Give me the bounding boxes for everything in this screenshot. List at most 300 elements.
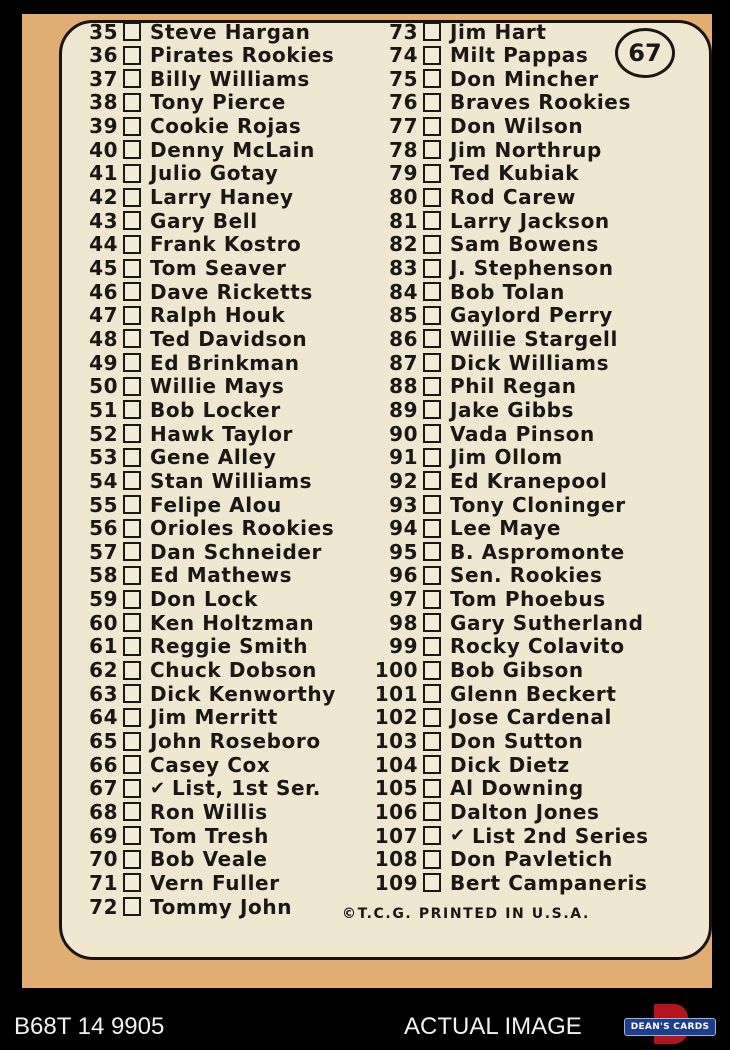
checklist-row <box>84 44 384 67</box>
player-name: Ed Brinkman <box>150 350 300 375</box>
checklist-row <box>84 659 384 682</box>
checkmark-icon: ✔ <box>450 825 466 847</box>
checkbox[interactable] <box>123 471 141 490</box>
card-number: 57 <box>89 539 118 564</box>
card-number: 107 <box>374 823 418 848</box>
player-name: Bob Veale <box>150 847 268 872</box>
card-number: 44 <box>89 232 118 257</box>
player-name: Milt Pappas <box>450 43 589 68</box>
copyright-line: ©T.C.G. PRINTED IN U.S.A. <box>342 906 590 922</box>
player-name: Casey Cox <box>150 752 271 777</box>
card-number: 36 <box>89 43 118 68</box>
player-name: Tom Phoebus <box>450 587 606 612</box>
checkbox[interactable] <box>123 117 141 136</box>
checkbox[interactable] <box>423 377 441 396</box>
card-number: 106 <box>374 799 418 824</box>
checkbox[interactable] <box>123 448 141 467</box>
player-name: Orioles Rookies <box>150 516 335 541</box>
checklist-row <box>84 517 384 540</box>
card-number: 66 <box>89 752 118 777</box>
checklist-row <box>84 398 384 421</box>
card-number: 81 <box>389 208 418 233</box>
card-number: 85 <box>389 303 418 328</box>
checkbox[interactable] <box>423 164 441 183</box>
checkbox[interactable] <box>423 93 441 112</box>
player-name: Ed Kranepool <box>450 468 608 493</box>
card-number: 77 <box>389 114 418 139</box>
player-name: J. Stephenson <box>450 256 614 280</box>
player-name: Billy Williams <box>150 66 310 91</box>
checkbox[interactable] <box>423 590 441 609</box>
card-number: 37 <box>89 66 118 91</box>
checklist-row <box>384 375 684 398</box>
card-number: 65 <box>89 729 118 753</box>
checklist-row <box>84 20 384 43</box>
player-name: Rod Carew <box>450 185 576 210</box>
checkbox[interactable] <box>123 306 141 325</box>
checkbox[interactable] <box>123 211 141 230</box>
player-name: Dalton Jones <box>450 799 600 824</box>
player-name: Ralph Houk <box>150 303 286 328</box>
card-number: 64 <box>89 705 118 730</box>
card-number: 72 <box>89 894 118 919</box>
player-name: Denny McLain <box>150 137 315 162</box>
checklist-row <box>84 493 384 516</box>
checkbox[interactable] <box>423 850 441 869</box>
checklist-row <box>84 304 384 327</box>
player-name: Gary Bell <box>150 208 258 233</box>
card-number: 69 <box>89 823 118 848</box>
checklist-row <box>384 138 684 161</box>
player-name: Don Wilson <box>450 114 584 139</box>
card-number-badge: 67 <box>615 28 675 78</box>
player-name: Hawk Taylor <box>150 421 294 446</box>
player-name: Sen. Rookies <box>450 563 603 588</box>
card-number: 103 <box>374 729 418 753</box>
checkbox[interactable] <box>123 235 141 254</box>
logo-banner: DEAN'S CARDS <box>624 1018 716 1036</box>
checklist-row <box>84 730 384 753</box>
player-name: Ron Willis <box>150 799 268 824</box>
card-number: 35 <box>89 19 118 44</box>
player-name: Bob Locker <box>150 397 281 422</box>
card-number: 74 <box>389 43 418 68</box>
checklist-row <box>84 540 384 563</box>
card-number: 59 <box>89 587 118 612</box>
checkbox[interactable] <box>423 69 441 88</box>
checkbox[interactable] <box>123 259 141 278</box>
checklist-row <box>384 91 684 114</box>
checklist-row <box>84 280 384 303</box>
card-number: 61 <box>89 634 118 659</box>
checkbox[interactable] <box>423 259 441 278</box>
checklist-row <box>374 847 684 872</box>
checkbox[interactable] <box>423 306 441 325</box>
checkbox[interactable] <box>123 684 141 703</box>
player-name: Tom Tresh <box>150 823 269 848</box>
card-number: 101 <box>374 681 418 706</box>
checklist-row <box>84 209 384 232</box>
player-name: Tom Seaver <box>150 256 287 280</box>
checkbox[interactable] <box>123 542 141 561</box>
player-name: Al Downing <box>450 776 584 801</box>
player-name: B. Aspromonte <box>450 539 625 564</box>
card-number: 108 <box>374 847 418 872</box>
card-number: 67 <box>89 776 118 801</box>
checkbox[interactable] <box>423 46 441 65</box>
card-number: 95 <box>389 539 418 564</box>
checklist-row <box>84 446 384 469</box>
card-number: 96 <box>389 563 418 588</box>
player-name: Cookie Rojas <box>150 114 302 139</box>
card-number: 46 <box>89 279 118 304</box>
player-name: Steve Hargan <box>150 19 311 44</box>
checklist-row <box>374 870 684 895</box>
card-number: 51 <box>89 397 118 422</box>
card-number: 90 <box>389 421 418 446</box>
checklist-row <box>384 517 684 540</box>
player-name: Chuck Dobson <box>150 658 318 683</box>
checkbox[interactable] <box>423 661 441 680</box>
card-number: 54 <box>89 468 118 493</box>
checklist-row <box>384 304 684 327</box>
checkbox[interactable] <box>423 117 441 136</box>
player-name: Vada Pinson <box>450 421 595 446</box>
card-number: 55 <box>89 492 118 517</box>
checkbox[interactable] <box>423 235 441 254</box>
card-number: 104 <box>374 752 418 777</box>
card-number: 91 <box>389 445 418 470</box>
card-number: 63 <box>89 681 118 706</box>
checklist-row <box>384 469 684 492</box>
player-name: Dan Schneider <box>150 539 322 564</box>
checkbox[interactable] <box>123 69 141 88</box>
player-name: Tony Pierce <box>150 90 286 115</box>
card-number: 88 <box>389 374 418 399</box>
checklist-row <box>384 540 684 563</box>
checklist-row <box>384 351 684 374</box>
checkbox[interactable] <box>423 613 441 632</box>
card-number: 102 <box>374 705 418 730</box>
card-number: 41 <box>89 161 118 186</box>
player-name: Bob Tolan <box>450 279 565 304</box>
card-number: 87 <box>389 350 418 375</box>
card-number: 82 <box>389 232 418 257</box>
checkbox[interactable] <box>423 22 441 41</box>
checkbox[interactable] <box>423 873 441 892</box>
player-name: Bert Campaneris <box>450 870 648 895</box>
checklist-row <box>374 729 684 753</box>
player-name: Gaylord Perry <box>450 303 613 328</box>
checkbox[interactable] <box>123 661 141 680</box>
player-name: John Roseboro <box>150 729 321 753</box>
checklist-row <box>84 706 384 729</box>
card-number: 100 <box>374 658 418 683</box>
checklist-row <box>374 823 684 848</box>
checkbox[interactable] <box>423 140 441 159</box>
card-number: 53 <box>89 445 118 470</box>
checklist-row <box>84 375 384 398</box>
player-name: Ken Holtzman <box>150 610 315 635</box>
card-number: 93 <box>389 492 418 517</box>
deans-cards-logo <box>624 1006 716 1044</box>
card-number: 78 <box>389 137 418 162</box>
player-name: Willie Stargell <box>450 326 618 351</box>
checklist-row <box>84 469 384 492</box>
checkbox[interactable] <box>123 46 141 65</box>
player-name: Dick Williams <box>450 350 610 375</box>
player-name: Larry Jackson <box>450 208 610 233</box>
card-id-label: B68T 14 9905 <box>14 1013 165 1040</box>
checkbox[interactable] <box>423 684 441 703</box>
player-name: Don Pavletich <box>450 847 613 872</box>
player-name: Dave Ricketts <box>150 279 313 304</box>
checklist-row <box>84 682 384 705</box>
checklist-row <box>384 635 684 658</box>
player-name: Don Sutton <box>450 729 584 753</box>
card-number: 56 <box>89 516 118 541</box>
card-number: 83 <box>389 256 418 280</box>
checkbox[interactable] <box>123 495 141 514</box>
checklist-row <box>84 800 384 823</box>
checkbox[interactable] <box>123 779 141 798</box>
checklist-row <box>384 162 684 185</box>
player-name: Bob Gibson <box>450 658 584 683</box>
checklist-row <box>384 588 684 611</box>
card-number: 73 <box>389 19 418 44</box>
card-number: 76 <box>389 90 418 115</box>
player-name: Gary Sutherland <box>450 610 644 635</box>
player-name: Jose Cardenal <box>450 705 612 730</box>
checkbox[interactable] <box>423 732 441 751</box>
checklist-row <box>384 115 684 138</box>
card-number: 97 <box>389 587 418 612</box>
player-name: List, 1st Ser. <box>172 776 321 801</box>
checklist-row <box>384 327 684 350</box>
checkbox[interactable] <box>423 755 441 774</box>
checkbox[interactable] <box>423 637 441 656</box>
checklist-row <box>374 799 684 824</box>
checklist-row <box>84 422 384 445</box>
player-name: Reggie Smith <box>150 634 309 659</box>
checkbox[interactable] <box>123 613 141 632</box>
card-number: 43 <box>89 208 118 233</box>
checkbox[interactable] <box>123 424 141 443</box>
checklist-row <box>84 635 384 658</box>
checkbox[interactable] <box>423 282 441 301</box>
checklist-row <box>384 398 684 421</box>
checklist-row <box>84 895 384 918</box>
card-number: 98 <box>389 610 418 635</box>
card-number: 75 <box>389 66 418 91</box>
card-number: 58 <box>89 563 118 588</box>
player-name: Dick Kenworthy <box>150 681 336 706</box>
checklist-row <box>84 186 384 209</box>
player-name: Pirates Rookies <box>150 43 335 68</box>
checkbox[interactable] <box>423 542 441 561</box>
checklist-row <box>384 186 684 209</box>
card-number: 94 <box>389 516 418 541</box>
player-name: Tommy John <box>150 894 293 919</box>
checklist-row <box>84 588 384 611</box>
player-name: List 2nd Series <box>472 823 649 848</box>
checkbox[interactable] <box>423 448 441 467</box>
checkbox[interactable] <box>123 826 141 845</box>
card-number: 71 <box>89 870 118 895</box>
checkbox[interactable] <box>423 329 441 348</box>
checklist-row <box>384 209 684 232</box>
player-name: Ed Mathews <box>150 563 293 588</box>
checklist-row <box>384 257 684 280</box>
checklist-row <box>384 422 684 445</box>
checklist-row <box>374 658 684 683</box>
card-number: 105 <box>374 776 418 801</box>
checklist-row <box>84 351 384 374</box>
checklist-row <box>84 327 384 350</box>
checkbox[interactable] <box>123 873 141 892</box>
player-name: Braves Rookies <box>450 90 631 115</box>
player-name: Lee Maye <box>450 516 562 541</box>
card-number: 49 <box>89 350 118 375</box>
checklist-row <box>84 115 384 138</box>
card-number: 99 <box>389 634 418 659</box>
checklist-row <box>384 446 684 469</box>
player-name: Don Mincher <box>450 66 599 91</box>
player-name: Ted Kubiak <box>450 161 580 186</box>
checkbox[interactable] <box>123 590 141 609</box>
player-name: Sam Bowens <box>450 232 599 257</box>
checkbox[interactable] <box>123 708 141 727</box>
checkbox[interactable] <box>423 353 441 372</box>
card-number: 68 <box>89 799 118 824</box>
player-name: Jake Gibbs <box>450 397 575 422</box>
checklist-row <box>374 681 684 706</box>
checkbox[interactable] <box>123 188 141 207</box>
checkbox[interactable] <box>423 566 441 585</box>
player-name: Julio Gotay <box>150 161 279 186</box>
player-name: Phil Regan <box>450 374 577 399</box>
checkbox[interactable] <box>423 519 441 538</box>
card-number: 92 <box>389 468 418 493</box>
card-number: 42 <box>89 185 118 210</box>
checkbox[interactable] <box>123 164 141 183</box>
player-name: Jim Hart <box>450 19 547 44</box>
checkbox[interactable] <box>123 732 141 751</box>
checkbox[interactable] <box>423 708 441 727</box>
checkbox[interactable] <box>123 282 141 301</box>
checklist-row <box>84 848 384 871</box>
checkbox[interactable] <box>423 471 441 490</box>
player-name: Stan Williams <box>150 468 313 493</box>
checkbox[interactable] <box>423 400 441 419</box>
checkbox[interactable] <box>423 802 441 821</box>
card-number: 45 <box>89 256 118 280</box>
checklist-row <box>384 564 684 587</box>
checklist-row <box>84 871 384 894</box>
checkbox[interactable] <box>123 802 141 821</box>
checkbox[interactable] <box>423 779 441 798</box>
checklist-row <box>84 611 384 634</box>
checkbox[interactable] <box>123 140 141 159</box>
checkbox[interactable] <box>123 897 141 916</box>
card-number: 80 <box>389 185 418 210</box>
card-number: 38 <box>89 90 118 115</box>
checklist-row <box>84 233 384 256</box>
player-name: Don Lock <box>150 587 258 612</box>
checkmark-icon: ✔ <box>150 777 166 799</box>
checklist-row <box>374 776 684 801</box>
checkbox[interactable] <box>123 329 141 348</box>
player-name: Gene Alley <box>150 445 277 470</box>
card-number: 48 <box>89 326 118 351</box>
checkbox[interactable] <box>123 353 141 372</box>
checklist-row <box>384 611 684 634</box>
checklist-row <box>84 753 384 776</box>
checklist-row <box>374 705 684 730</box>
checkbox[interactable] <box>423 495 441 514</box>
player-name: Dick Dietz <box>450 752 570 777</box>
checkbox[interactable] <box>423 424 441 443</box>
card-number: 62 <box>89 658 118 683</box>
card-number: 86 <box>389 326 418 351</box>
player-name: Vern Fuller <box>150 870 280 895</box>
checkbox[interactable] <box>123 93 141 112</box>
checklist-row <box>384 493 684 516</box>
player-name: Jim Merritt <box>150 705 278 730</box>
card-number: 109 <box>374 870 418 895</box>
card-number: 89 <box>389 397 418 422</box>
card-number: 39 <box>89 114 118 139</box>
player-name: Ted Davidson <box>150 326 308 351</box>
checklist-row <box>374 752 684 777</box>
player-name: Rocky Colavito <box>450 634 625 659</box>
player-name: Tony Cloninger <box>450 492 626 517</box>
player-name: Glenn Beckert <box>450 681 617 706</box>
card-number: 40 <box>89 137 118 162</box>
player-name: Jim Northrup <box>450 137 602 162</box>
checkbox[interactable] <box>123 22 141 41</box>
checklist-row <box>384 233 684 256</box>
player-name: Frank Kostro <box>150 232 302 257</box>
player-name: Jim Ollom <box>450 445 563 470</box>
player-name: Willie Mays <box>150 374 285 399</box>
checkbox[interactable] <box>123 400 141 419</box>
card-number: 60 <box>89 610 118 635</box>
card-number: 47 <box>89 303 118 328</box>
card-number: 70 <box>89 847 118 872</box>
checkbox[interactable] <box>123 850 141 869</box>
checklist-row <box>384 280 684 303</box>
card-number: 52 <box>89 421 118 446</box>
checkbox[interactable] <box>423 826 441 845</box>
actual-image-label: ACTUAL IMAGE <box>404 1013 582 1040</box>
checkbox[interactable] <box>123 519 141 538</box>
checkbox[interactable] <box>423 211 441 230</box>
checklist-row <box>84 777 384 800</box>
checklist-row <box>84 564 384 587</box>
checkbox[interactable] <box>423 188 441 207</box>
player-name: Larry Haney <box>150 185 294 210</box>
card-number: 79 <box>389 161 418 186</box>
checkbox[interactable] <box>123 566 141 585</box>
checkbox[interactable] <box>123 377 141 396</box>
checklist-row <box>84 162 384 185</box>
checklist-row <box>84 138 384 161</box>
checkbox[interactable] <box>123 637 141 656</box>
card-number: 84 <box>389 279 418 304</box>
checkbox[interactable] <box>123 755 141 774</box>
checklist-row <box>84 67 384 90</box>
